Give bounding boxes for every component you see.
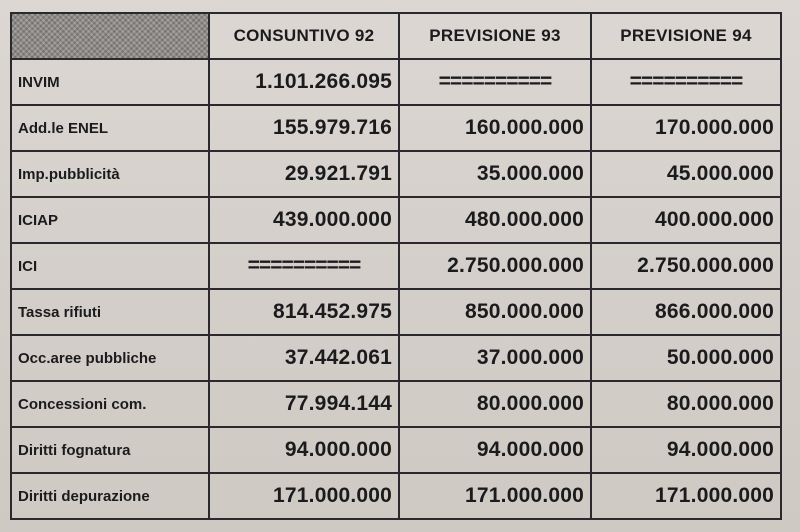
row-label: ICIAP xyxy=(11,197,209,243)
table-row xyxy=(11,335,781,381)
cell-previsione-94: 170.000.000 xyxy=(591,105,781,151)
table-row xyxy=(11,197,781,243)
cell-consuntivo-92: 439.000.000 xyxy=(209,197,399,243)
cell-previsione-94: 171.000.000 xyxy=(591,473,781,519)
cell-previsione-93: 480.000.000 xyxy=(399,197,591,243)
corner-cell xyxy=(11,13,209,59)
tax-table xyxy=(10,12,782,520)
table-row xyxy=(11,381,781,427)
row-label: Tassa rifiuti xyxy=(11,289,209,335)
cell-previsione-93: 160.000.000 xyxy=(399,105,591,151)
table-row xyxy=(11,243,781,289)
cell-previsione-93: 2.750.000.000 xyxy=(399,243,591,289)
cell-previsione-93: 850.000.000 xyxy=(399,289,591,335)
header-row xyxy=(11,13,781,59)
cell-previsione-94: 866.000.000 xyxy=(591,289,781,335)
cell-previsione-94: 80.000.000 xyxy=(591,381,781,427)
row-label: Occ.aree pubbliche xyxy=(11,335,209,381)
cell-previsione-94: 94.000.000 xyxy=(591,427,781,473)
row-label: ICI xyxy=(11,243,209,289)
cell-previsione-93: 35.000.000 xyxy=(399,151,591,197)
cell-previsione-94: 50.000.000 xyxy=(591,335,781,381)
table-row xyxy=(11,151,781,197)
row-label: Diritti depurazione xyxy=(11,473,209,519)
cell-consuntivo-92: 77.994.144 xyxy=(209,381,399,427)
row-label: Add.le ENEL xyxy=(11,105,209,151)
cell-previsione-93: 94.000.000 xyxy=(399,427,591,473)
header-previsione-94: PREVISIONE 94 xyxy=(591,13,781,59)
table-row xyxy=(11,105,781,151)
header-consuntivo-92: CONSUNTIVO 92 xyxy=(209,13,399,59)
cell-previsione-94: ========== xyxy=(591,59,781,105)
cell-previsione-94: 400.000.000 xyxy=(591,197,781,243)
row-label: Imp.pubblicità xyxy=(11,151,209,197)
cell-consuntivo-92: 94.000.000 xyxy=(209,427,399,473)
cell-consuntivo-92: 1.101.266.095 xyxy=(209,59,399,105)
cell-previsione-93: ========== xyxy=(399,59,591,105)
row-label: INVIM xyxy=(11,59,209,105)
cell-previsione-93: 80.000.000 xyxy=(399,381,591,427)
cell-consuntivo-92: 37.442.061 xyxy=(209,335,399,381)
cell-previsione-94: 45.000.000 xyxy=(591,151,781,197)
header-previsione-93: PREVISIONE 93 xyxy=(399,13,591,59)
row-label: Concessioni com. xyxy=(11,381,209,427)
table-row xyxy=(11,289,781,335)
cell-previsione-93: 37.000.000 xyxy=(399,335,591,381)
cell-consuntivo-92: 29.921.791 xyxy=(209,151,399,197)
row-label: Diritti fognatura xyxy=(11,427,209,473)
table-row xyxy=(11,59,781,105)
cell-previsione-93: 171.000.000 xyxy=(399,473,591,519)
cell-consuntivo-92: ========== xyxy=(209,243,399,289)
cell-consuntivo-92: 814.452.975 xyxy=(209,289,399,335)
cell-consuntivo-92: 155.979.716 xyxy=(209,105,399,151)
cell-previsione-94: 2.750.000.000 xyxy=(591,243,781,289)
cell-consuntivo-92: 171.000.000 xyxy=(209,473,399,519)
table-row xyxy=(11,473,781,519)
table-row xyxy=(11,427,781,473)
